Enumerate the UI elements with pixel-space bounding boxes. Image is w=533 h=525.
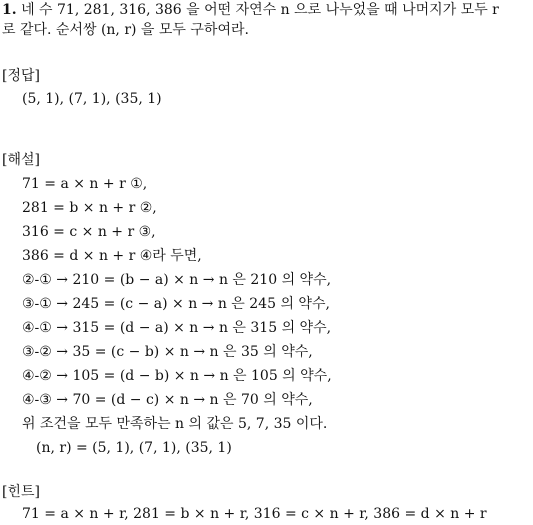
problem-line-2: 로 같다. 순서쌍 (n, r) 을 모두 구하여라. — [2, 22, 249, 38]
problem-text-1: 네 수 71, 281, 316, 386 을 어떤 자연수 n 으로 나누었을 때 나머지가 모두 r — [21, 2, 499, 18]
solution-line: ③-① → 245 = (c − a) × n → n 은 245 의 약수, — [22, 296, 330, 312]
solution-line: 316 = c × n + r ③, — [22, 224, 156, 240]
problem-number: 1. — [2, 2, 17, 18]
hint-heading: [힌트] — [2, 484, 40, 500]
hint-value: 71 = a × n + r, 281 = b × n + r, 316 = c × n + r, 386 = d × n + r — [22, 506, 487, 522]
solution-line: 386 = d × n + r ④라 두면, — [22, 248, 202, 264]
answer-value: (5, 1), (7, 1), (35, 1) — [22, 91, 162, 107]
solution-line: ④-② → 105 = (d − b) × n → n 은 105 의 약수, — [22, 368, 332, 384]
answer-heading: [정답] — [2, 68, 40, 84]
solution-heading: [해설] — [2, 152, 40, 168]
solution-line: 281 = b × n + r ②, — [22, 200, 157, 216]
solution-conclusion: 위 조건을 모두 만족하는 n 의 값은 5, 7, 35 이다. — [22, 416, 328, 432]
solution-result: (n, r) = (5, 1), (7, 1), (35, 1) — [36, 440, 232, 456]
solution-line: ④-③ → 70 = (d − c) × n → n 은 70 의 약수, — [22, 392, 313, 408]
problem-line-1 — [2, 0, 499, 20]
solution-line: ②-① → 210 = (b − a) × n → n 은 210 의 약수, — [22, 272, 332, 288]
solution-line: ③-② → 35 = (c − b) × n → n 은 35 의 약수, — [22, 344, 313, 360]
solution-line: ④-① → 315 = (d − a) × n → n 은 315 의 약수, — [22, 320, 332, 336]
solution-line: 71 = a × n + r ①, — [22, 176, 148, 192]
